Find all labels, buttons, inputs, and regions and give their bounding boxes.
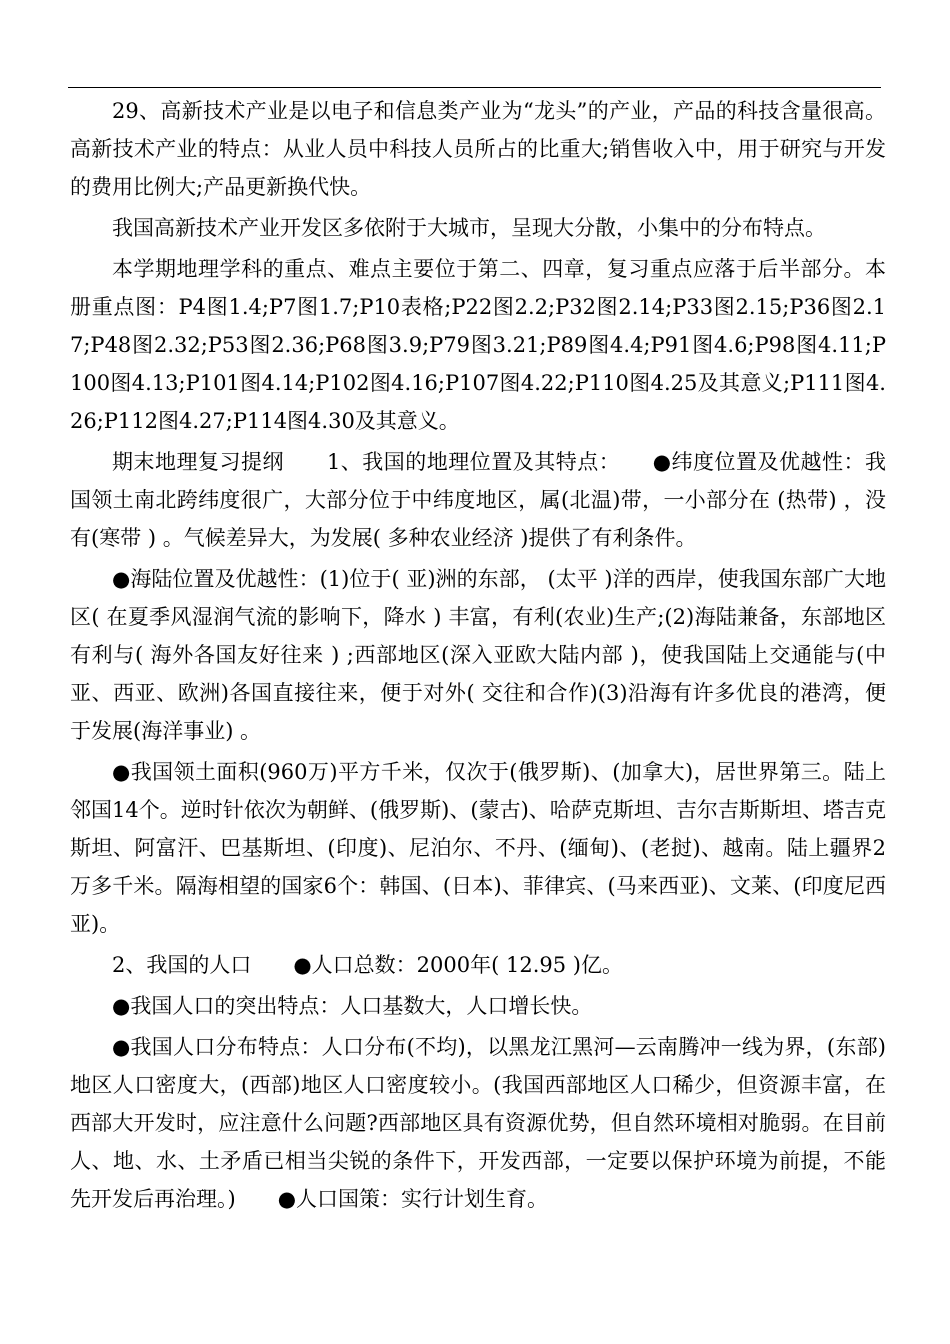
paragraph-geographic-location: 期末地理复习提纲 1、我国的地理位置及其特点： ●纬度位置及优越性：我国领土南北跨纬度很广，大部分位于中纬度地区，属(北温)带，一小部分在 (热带) ，没有(寒带 ) 。气候差异大，为发展( 多种农业经济 )提供了有利条件。 [70,450,886,550]
paragraph-key-figures: 本学期地理学科的重点、难点主要位于第二、四章，复习重点应落于后半部分。本册重点图：P4图1.4;P7图1.7;P10表格;P22图2.2;P32图2.14;P33图2.15;P36图2.17;P48图2.32;P53图2.36;P68图3.9;P79图3.21;P89图4.4;P91图4.6;P98图4.11;P100图4.13;P101图4.14;P102图4.16;P107图4.22;P110图4.25及其意义;P111图4.26;P112图4.27;P114图4.30及其意义。 [70,257,886,433]
paragraph-territory-neighbors: ●我国领土面积(960万)平方千米，仅次于(俄罗斯)、(加拿大)，居世界第三。陆上邻国14个。逆时针依次为朝鲜、(俄罗斯)、(蒙古)、哈萨克斯坦、吉尔吉斯斯坦、塔吉克斯坦、阿富汗、巴基斯坦、(印度)、尼泊尔、不丹、(缅甸)、(老挝)、越南。陆上疆界2万多千米。隔海相望的国家6个：韩国、(日本)、菲律宾、(马来西亚)、文莱、(印度尼西亚)。 [70,760,886,936]
paragraph-high-tech-industry: 29、高新技术产业是以电子和信息类产业为“龙头”的产业，产品的科技含量很高。高新技术产业的特点：从业人员中科技人员所占的比重大;销售收入中，用于研究与开发的费用比例大;产品更新换代快。 [70,99,886,199]
paragraph-population-features: ●我国人口的突出特点：人口基数大，人口增长快。 [112,994,593,1018]
paragraph-sea-land-position: ●海陆位置及优越性：(1)位于( 亚)洲的东部， (太平 )洋的西岸，使我国东部广大地区( 在夏季风湿润气流的影响下，降水 ) 丰富，有利(农业)生产;(2)海陆兼备，东部地区有利与( 海外各国友好往来 ) ;西部地区(深入亚欧大陆内部 )，使我国陆上交通能与(中亚、西亚、欧洲)各国直接往来，便于对外( 交往和合作)(3)沿海有许多优良的港湾，便于发展(海洋事业) 。 [70,567,886,743]
paragraph-population-distribution: ●我国人口分布特点：人口分布(不均)，以黑龙江黑河—云南腾冲一线为界，(东部)地区人口密度大，(西部)地区人口密度较小。(我国西部地区人口稀少，但资源丰富，在西部大开发时，应注意什么问题?西部地区具有资源优势，但自然环境相对脆弱。在目前人、地、水、土矛盾已相当尖锐的条件下，开发西部，一定要以保护环境为前提，不能先开发后再治理。) ●人口国策：实行计划生育。 [70,1035,886,1211]
paragraph-population-total: 2、我国的人口 ●人口总数：2000年( 12.95 )亿。 [112,953,623,977]
header-rule [68,87,881,88]
paragraph-development-zones: 我国高新技术产业开发区多依附于大城市，呈现大分散，小集中的分布特点。 [112,216,826,240]
document-body [70,92,886,1221]
